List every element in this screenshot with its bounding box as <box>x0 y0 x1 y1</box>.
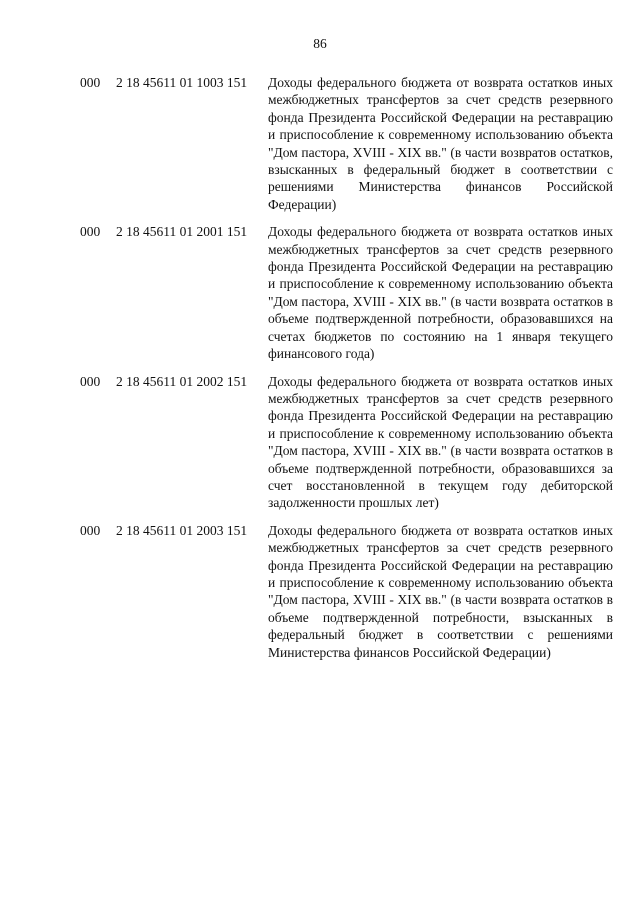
page-number: 86 <box>313 36 327 51</box>
administrator-code: 000 <box>80 224 101 240</box>
administrator-code: 000 <box>80 373 101 389</box>
budget-classification-code: 2 18 45611 01 2002 151 <box>116 373 248 389</box>
revenue-description: Доходы федерального бюджета от возврата остатков иных межбюджетных трансфертов за счет средств резервного фонда Президента Российской Федерации на реставрацию и приспособление к современному использованию объекта "Дом пастора, XVIII - XIX вв." (в части возврата остатков в объеме подтвержденной потребности, образовавшихся на счетах бюджетов по состоянию на 1 января текущего финансового года) <box>268 224 613 362</box>
budget-classification-code: 2 18 45611 01 2001 151 <box>116 224 248 240</box>
budget-code-entry <box>80 522 613 661</box>
budget-classification-code: 2 18 45611 01 2003 151 <box>116 522 248 538</box>
revenue-description: Доходы федерального бюджета от возврата остатков иных межбюджетных трансфертов за счет средств резервного фонда Президента Российской Федерации на реставрацию и приспособление к современному использованию объекта "Дом пастора, XVIII - XIX вв." (в части возврата остатков в объеме подтвержденной потребности, взысканных в федеральный бюджет в соответствии с решениями Министерства финансов Российской Федерации) <box>268 522 613 660</box>
budget-code-entry <box>80 74 613 213</box>
budget-code-list <box>80 74 613 661</box>
revenue-description: Доходы федерального бюджета от возврата остатков иных межбюджетных трансфертов за счет средств резервного фонда Президента Российской Федерации на реставрацию и приспособление к современному использованию объекта "Дом пастора, XVIII - XIX вв." (в части возврата остатков в объеме подтвержденной потребности, образовавшихся за счет восстановленной в текущем году дебиторской задолженности прошлых лет) <box>268 373 613 511</box>
administrator-code: 000 <box>80 522 101 538</box>
budget-code-entry <box>80 373 613 512</box>
revenue-description: Доходы федерального бюджета от возврата остатков иных межбюджетных трансфертов за счет средств резервного фонда Президента Российской Федерации на реставрацию и приспособление к современному использованию объекта "Дом пастора, XVIII - XIX вв." (в части возвратов остатков, взысканных в федеральный бюджет в соответствии с решениями Министерства финансов Российской Федерации) <box>268 75 613 212</box>
administrator-code: 000 <box>80 75 101 90</box>
budget-classification-code: 2 18 45611 01 1003 151 <box>116 75 248 90</box>
budget-code-entry <box>80 223 613 362</box>
